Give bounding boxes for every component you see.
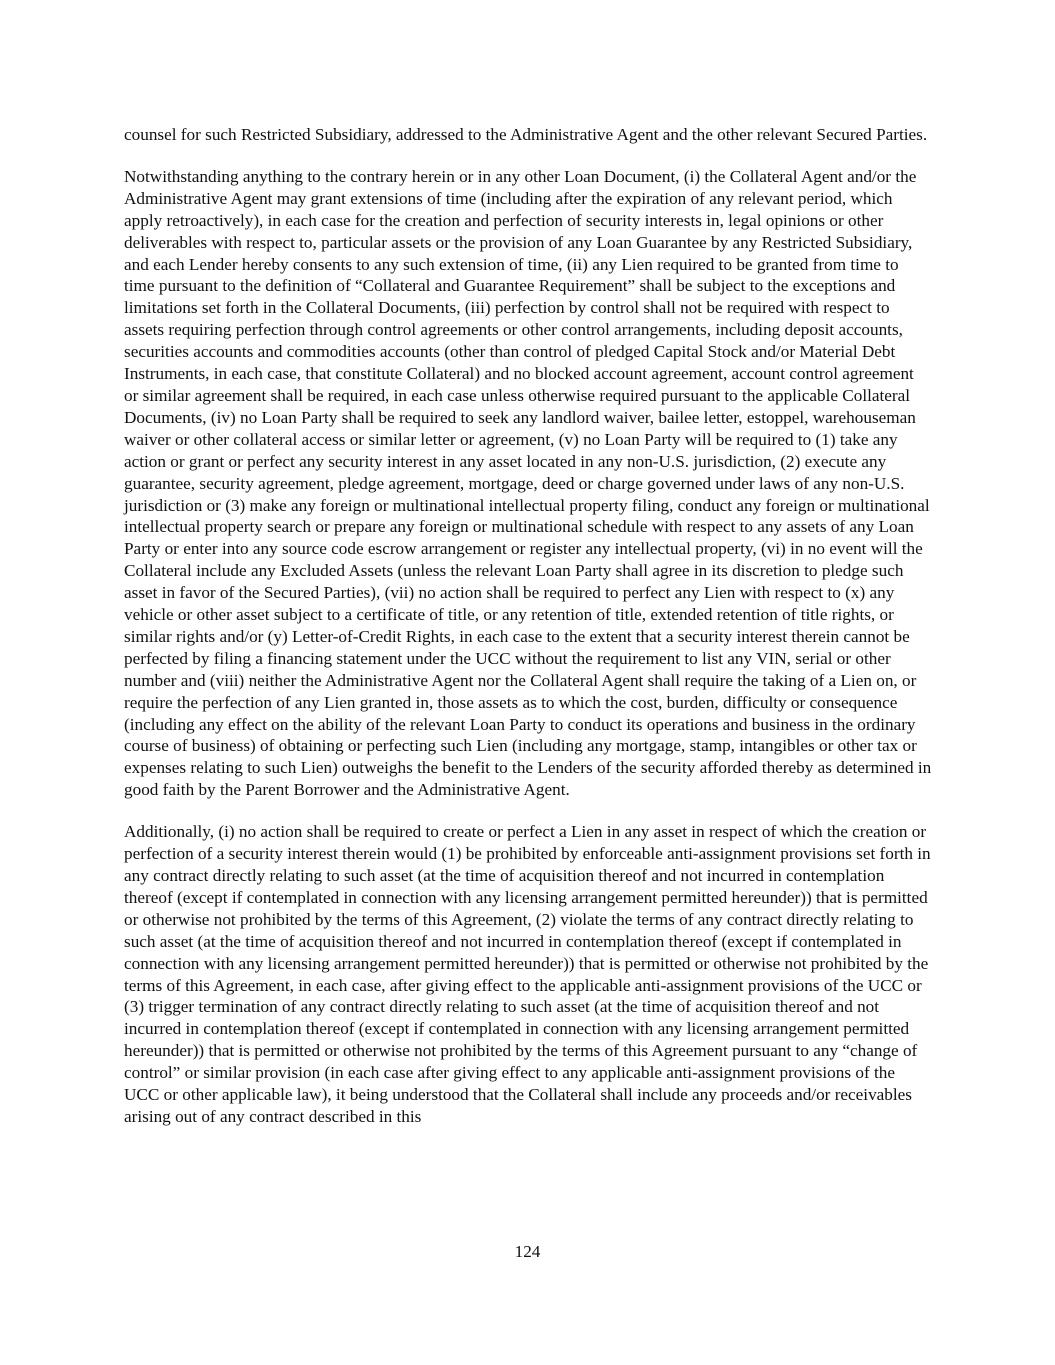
paragraph-continuation: counsel for such Restricted Subsidiary, addressed to the Administrative Agent and the other relevant Secured Parties. xyxy=(124,125,928,144)
paragraph-additionally: Additionally, (i) no action shall be required to create or perfect a Lien in any asset in respect of which the creation or perfection of a security interest therein would (1) be prohibited by enforceable anti-assignment provisions set forth in any contract directly relating to such asset (at the time of acquisition thereof and not incurred in contemplation thereof (except if contemplated in connection with any licensing arrangement permitted hereunder)) that is permitted or otherwise not prohibited by the terms of this Agreement, (2) violate the terms of any contract directly relating to such asset (at the time of acquisition thereof and not incurred in contemplation thereof (except if contemplated in connection with any licensing arrangement permitted hereunder)) that is permitted or otherwise not prohibited by the terms of this Agreement, in each case, after giving effect to the applicable anti-assignment provisions of the UCC or (3) trigger termination of any contract directly relating to such asset (at the time of acquisition thereof and not incurred in contemplation thereof (except if contemplated in connection with any licensing arrangement permitted hereunder)) that is permitted or otherwise not prohibited by the terms of this Agreement pursuant to any “change of control” or similar provision (in each case after giving effect to any applicable anti-assignment provisions of the UCC or other applicable law), it being understood that the Collateral shall include any proceeds and/or receivables arising out of any contract described in this xyxy=(124,822,931,1126)
paragraph-notwithstanding: Notwithstanding anything to the contrary herein or in any other Loan Document, (i) the Collateral Agent and/or the Administrative Agent may grant extensions of time (including after the expiration of any relevant period, which apply retroactively), in each case for the creation and perfection of security interests in, legal opinions or other deliverables with respect to, particular assets or the provision of any Loan Guarantee by any Restricted Subsidiary, and each Lender hereby consents to any such extension of time, (ii) any Lien required to be granted from time to time pursuant to the definition of “Collateral and Guarantee Requirement” shall be subject to the exceptions and limitations set forth in the Collateral Documents, (iii) perfection by control shall not be required with respect to assets requiring perfection through control agreements or other control arrangements, including deposit accounts, securities accounts and commodities accounts (other than control of pledged Capital Stock and/or Material Debt Instruments, in each case, that constitute Collateral) and no blocked account agreement, account control agreement or similar agreement shall be required, in each case unless otherwise required pursuant to the applicable Collateral Documents, (iv) no Loan Party shall be required to seek any landlord waiver, bailee letter, estoppel, warehouseman waiver or other collateral access or similar letter or agreement, (v) no Loan Party will be required to (1) take any action or grant or perfect any security interest in any asset located in any non-U.S. jurisdiction, (2) execute any guarantee, security agreement, pledge agreement, mortgage, deed or charge governed under laws of any non-U.S. jurisdiction or (3) make any foreign or multinational intellectual property filing, conduct any foreign or multinational intellectual property search or prepare any foreign or multinational schedule with respect to any assets of any Loan Party or enter into any source code escrow arrangement or register any intellectual property, (vi) in no event will the Collateral include any Excluded Assets (unless the relevant Loan Party shall agree in its discretion to pledge such asset in favor of the Secured Parties), (vii) no action shall be required to perfect any Lien with respect to (x) any vehicle or other asset subject to a certificate of title, or any retention of title, extended retention of title rights, or similar rights and/or (y) Letter-of-Credit Rights, in each case to the extent that a security interest therein cannot be perfected by filing a financing statement under the UCC without the requirement to list any VIN, serial or other number and (viii) neither the Administrative Agent nor the Collateral Agent shall require the taking of a Lien on, or require the perfection of any Lien granted in, those assets as to which the cost, burden, difficulty or consequence (including any effect on the ability of the relevant Loan Party to conduct its operations and business in the ordinary course of business) of obtaining or perfecting such Lien (including any mortgage, stamp, intangibles or other tax or expenses relating to such Lien) outweighs the benefit to the Lenders of the security afforded thereby as determined in good faith by the Parent Borrower and the Administrative Agent. xyxy=(124,166,932,800)
body-text xyxy=(124,124,932,1148)
page-number: 124 xyxy=(514,1242,541,1261)
